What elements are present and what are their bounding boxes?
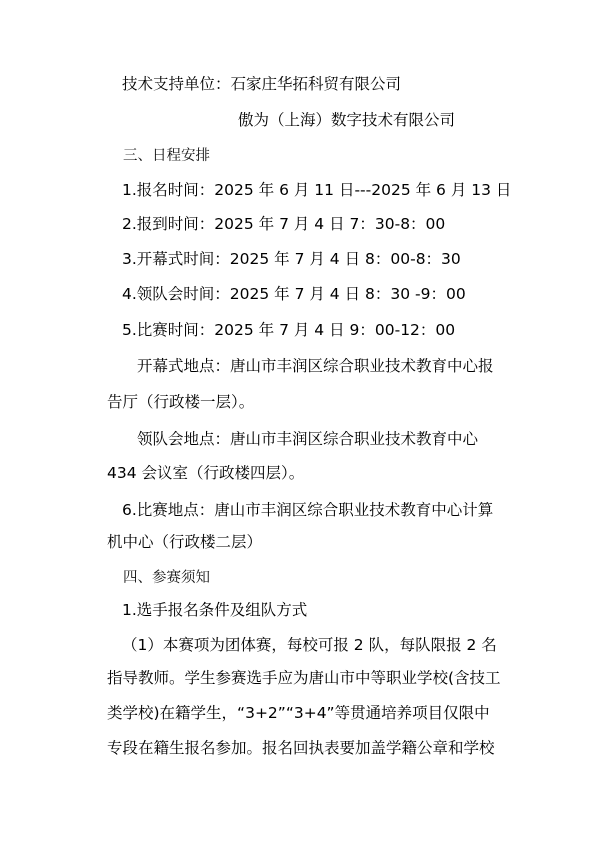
paragraph-line-2: 指导教师。学生参赛选手应为唐山市中等职业学校(含技工	[107, 669, 501, 687]
support-unit-1: 石家庄华拓科贸有限公司	[230, 75, 402, 93]
paragraph-line-3: 类学校)在籍学生，“3+2”“3+4”等贯通培养项目仅限中	[107, 704, 490, 722]
section-heading-participation: 四、参赛须知	[123, 570, 210, 586]
schedule-item-opening: 3.开幕式时间：2025 年 7 月 4 日 8：00-8：30	[122, 250, 461, 268]
subsection-heading-registration-conditions: 1.选手报名条件及组队方式	[122, 601, 308, 619]
support-label: 技术支持单位：	[122, 75, 231, 93]
support-unit-line	[122, 74, 401, 94]
schedule-item-leader-meeting: 4.领队会时间：2025 年 7 月 4 日 8：30 -9：00	[122, 285, 466, 303]
meeting-venue-line-2: 434 会议室（行政楼四层）。	[107, 464, 305, 482]
schedule-item-registration: 1.报名时间：2025 年 6 月 11 日---2025 年 6 月 13 日	[122, 181, 512, 199]
opening-venue-line-2: 告厅（行政楼一层）。	[107, 393, 255, 411]
competition-venue-line-1: 6.比赛地点：唐山市丰润区综合职业技术教育中心计算	[122, 501, 494, 519]
section-heading-schedule: 三、日程安排	[123, 148, 210, 164]
competition-venue-line-2: 机中心（行政楼二层）	[107, 533, 263, 551]
schedule-item-competition: 5.比赛时间：2025 年 7 月 4 日 9：00-12：00	[122, 321, 456, 339]
meeting-venue-line-1: 领队会地点：唐山市丰润区综合职业技术教育中心	[137, 430, 479, 448]
paragraph-line-1: （1）本赛项为团体赛，每校可报 2 队，每队限报 2 名	[122, 636, 497, 654]
paragraph-line-4: 专段在籍生报名参加。报名回执表要加盖学籍公章和学校	[107, 739, 495, 757]
schedule-item-check-in: 2.报到时间：2025 年 7 月 4 日 7：30-8：00	[122, 215, 446, 233]
opening-venue-line-1: 开幕式地点：唐山市丰润区综合职业技术教育中心报	[137, 357, 494, 375]
support-unit-2: 傲为（上海）数字技术有限公司	[238, 111, 456, 129]
